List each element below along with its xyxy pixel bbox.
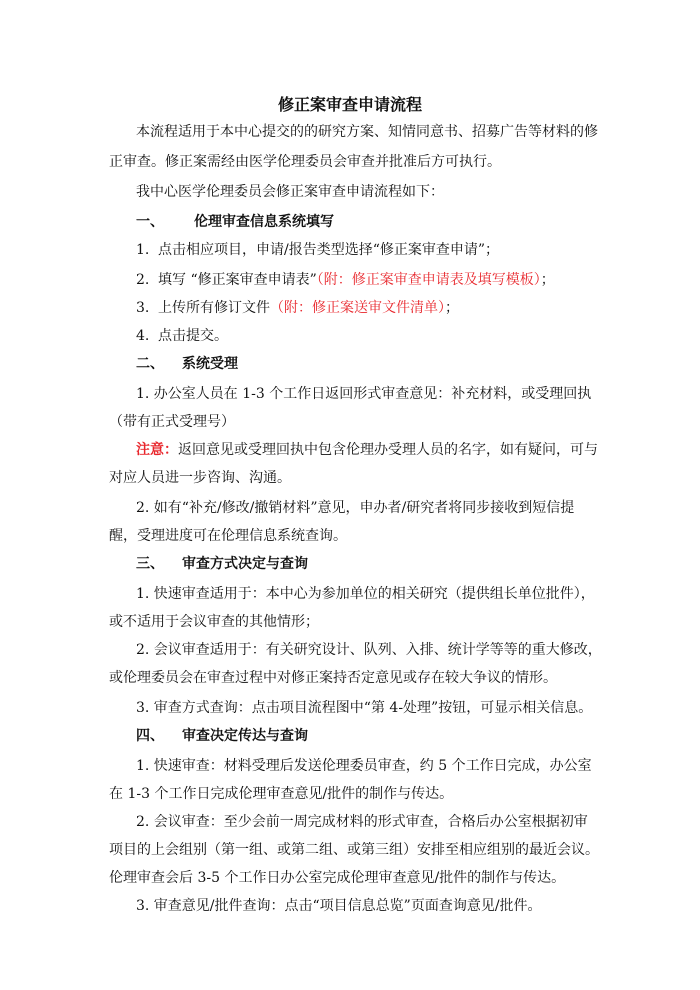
section-4-para-1b: 在 1-3 个工作日完成伦理审查意见/批件的制作与传达。: [109, 786, 454, 802]
section-2-note-cont: 对应人员进一步咨询、沟通。: [109, 470, 291, 486]
section-4-para-1a: 1. 快速审查：材料受理后发送伦理委员审查，约 5 个工作日完成，办公室: [136, 758, 592, 774]
section-1-item-3: 3. 上传所有修订文件（附：修正案送审文件清单）；: [136, 300, 459, 316]
section-1-title: 伦理审查信息系统填写: [194, 214, 334, 230]
section-3-number: 三、: [136, 556, 164, 572]
section-4-number: 四、: [136, 728, 164, 744]
intro-line-2: 正审查。修正案需经由医学伦理委员会审查并批准后方可执行。: [109, 154, 501, 170]
section-2-heading: [136, 354, 238, 374]
section-4-para-2a: 2. 会议审查：至少会前一周完成材料的形式审查，合格后办公室根据初审: [136, 814, 588, 830]
intro-line-1: 本流程适用于本中心提交的的研究方案、知情同意书、招募广告等材料的修: [136, 124, 598, 140]
section-3-title: 审查方式决定与查询: [182, 556, 308, 572]
section-1-number: 一、: [136, 214, 164, 230]
section-1-item-1: 1. 点击相应项目，申请/报告类型选择“修正案审查申请”；: [136, 242, 500, 258]
section-2-title: 系统受理: [182, 356, 238, 372]
section-2-para-1a: 1. 办公室人员在 1-3 个工作日返回形式审查意见：补充材料，或受理回执: [136, 386, 592, 402]
section-4-para-2b: 项目的上会组别（第一组、或第二组、或第三组）安排至相应组别的最近会议。: [109, 842, 599, 858]
section-1-item-4: 4. 点击提交。: [136, 328, 228, 344]
section-4-title: 审查决定传达与查询: [182, 728, 308, 744]
section-4-heading: [136, 726, 308, 746]
section-1-heading: [136, 212, 334, 232]
section-2-para-1b: （带有正式受理号）: [109, 414, 235, 430]
intro-line-3: 我中心医学伦理委员会修正案审查申请流程如下：: [136, 184, 444, 200]
section-1-item-2: 2. 填写 “修正案审查申请表”（附：修正案审查申请表及填写模板）；: [136, 272, 555, 288]
section-3-para-3: 3. 审查方式查询：点击项目流程图中“第 4-处理”按钮，可显示相关信息。: [136, 700, 593, 716]
section-3-heading: [136, 554, 308, 574]
page-title: 修正案审查申请流程: [277, 95, 422, 114]
section-2-note: 注意：返回意见或受理回执中包含伦理办受理人员的名字，如有疑问，可与: [136, 442, 598, 458]
section-2-para-2a: 2. 如有“补充/修改/撤销材料”意见，申办者/研究者将同步接收到短信提: [136, 500, 575, 516]
section-4-para-2c: 伦理审查会后 3-5 个工作日办公室完成伦理审查意见/批件的制作与传达。: [109, 870, 566, 886]
note-label: 注意：: [136, 442, 178, 458]
attachment-link-application-form[interactable]: （附：修正案审查申请表及填写模板）: [316, 272, 541, 288]
attachment-link-document-list[interactable]: （附：修正案送审文件清单）: [270, 300, 445, 316]
section-3-para-2b: 或伦理委员会在审查过程中对修正案持否定意见或存在较大争议的情形。: [109, 670, 557, 686]
section-3-para-1a: 1. 快速审查适用于：本中心为参加单位的相关研究（提供组长单位批件），: [136, 586, 595, 602]
section-2-para-2b: 醒，受理进度可在伦理信息系统查询。: [109, 528, 347, 544]
section-3-para-2a: 2. 会议审查适用于：有关研究设计、队列、入排、统计学等等的重大修改，: [136, 642, 602, 658]
section-3-para-1b: 或不适用于会议审查的其他情形；: [109, 614, 319, 630]
section-2-number: 二、: [136, 356, 164, 372]
section-4-para-3: 3. 审查意见/批件查询：点击“项目信息总览”页面查询意见/批件。: [136, 898, 542, 914]
